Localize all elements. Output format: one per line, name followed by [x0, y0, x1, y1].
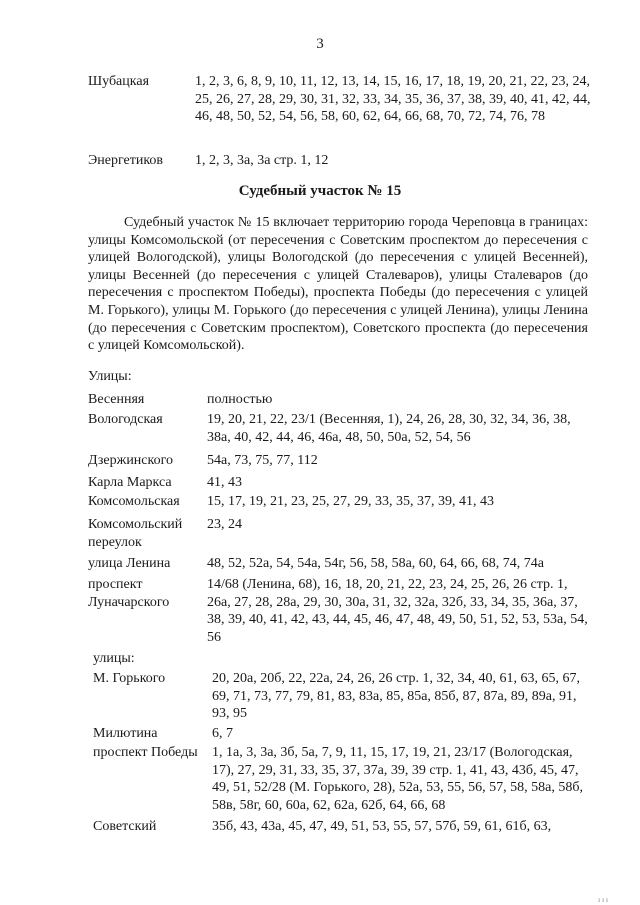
- streets-heading: улицы:: [93, 651, 135, 666]
- house-numbers: 14/68 (Ленина, 68), 16, 18, 20, 21, 22, 23, 24, 25, 26, 26 стр. 1, 26а, 27, 28, 28а, 29, 30, 30а, 31, 32, 32а, 32б, 33, 34, 35, 36а, 37, 38, 39, 40, 41, 42, 43, 44, 45, 46, 47, 48, 49, 50, 51, 52, 53, 53а, 54, 56: [207, 577, 588, 645]
- section-description: [88, 214, 588, 355]
- house-numbers: 54а, 73, 75, 77, 112: [207, 453, 318, 468]
- footer-mark: ɪɪɪ: [598, 896, 610, 904]
- street-name: Милютина: [93, 726, 158, 741]
- street-name: Карла Маркса: [88, 475, 172, 490]
- house-numbers: 23, 24: [207, 517, 242, 532]
- house-numbers: 1, 1а, 3, 3а, 3б, 5а, 7, 9, 11, 15, 17, 19, 21, 23/17 (Вологодская, 17), 27, 29, 31, 33, 35, 37, 37а, 39, 39 стр. 1, 41, 43, 43б, 45, 47, 49, 51, 52/28 (М. Горького, 28), 52а, 53, 55, 56, 57, 58, 58а, 58б, 58в, 58г, 60, 60а, 62, 62а, 62б, 64, 66, 68: [212, 745, 583, 813]
- street-name: М. Горького: [93, 671, 166, 686]
- street-name: Дзержинского: [88, 453, 173, 468]
- street-name: улица Ленина: [88, 556, 171, 571]
- street-name: проспект Победы: [93, 745, 198, 760]
- house-numbers: 48, 52, 52а, 54, 54а, 54г, 56, 58, 58а, 60, 64, 66, 68, 74, 74а: [207, 556, 545, 571]
- house-numbers: 41, 43: [207, 475, 242, 490]
- house-numbers: 1, 2, 3, 6, 8, 9, 10, 11, 12, 13, 14, 15, 16, 17, 18, 19, 20, 21, 22, 23, 24, 25, 26, 27, 28, 29, 30, 31, 32, 33, 34, 35, 36, 37, 38, 39, 40, 41, 42, 44, 46, 48, 50, 52, 54, 56, 58, 60, 62, 64, 66, 68, 70, 72, 74, 76, 78: [195, 74, 591, 124]
- street-name: Комсомольский переулок: [88, 517, 183, 550]
- house-numbers: 35б, 43, 43а, 45, 47, 49, 51, 53, 55, 57, 57б, 59, 61, 61б, 63,: [212, 819, 552, 834]
- house-numbers: 20, 20а, 20б, 22, 22а, 24, 26, 26 стр. 1, 32, 34, 40, 61, 63, 65, 67, 69, 71, 73, 77, 79, 81, 83, 83а, 85, 85а, 85б, 87, 87а, 89, 89а, 91, 93, 95: [212, 671, 581, 721]
- street-name: Комсомольская: [88, 494, 180, 509]
- street-name: Советский: [93, 819, 157, 834]
- house-numbers: 15, 17, 19, 21, 23, 25, 27, 29, 33, 35, 37, 39, 41, 43: [207, 494, 494, 509]
- street-name: Шубацкая: [88, 74, 150, 89]
- house-numbers: 19, 20, 21, 22, 23/1 (Весенняя, 1), 24, 26, 28, 30, 32, 34, 36, 38, 38а, 40, 42, 44, 46, 46а, 48, 50, 50а, 52, 54, 56: [207, 412, 571, 445]
- house-numbers: 6, 7: [212, 726, 233, 741]
- house-numbers: полностью: [207, 392, 273, 407]
- section-title: Судебный участок № 15: [238, 183, 402, 199]
- page-number: 3: [316, 36, 324, 52]
- section-description-text: Судебный участок № 15 включает территорию города Череповца в границах: улицы Комсомольской (от пересечения с Советским проспектом до пересечения с улицей Вологодской), улицы Вологодской (до пересечения с улицей Весенней), улицы Весенней (до пересечения с улицей Сталеваров), улицы Сталеваров (до пересечения с проспектом Победы), проспекта Победы (до пересечения с улицей М. Горького), улицы М. Горького (до пересечения с улицей Ленина), улицы Ленина (до пересечения с Советским проспектом), Советского проспекта (до пересечения с улицей Комсомольской).: [88, 215, 588, 354]
- street-name: Энергетиков: [88, 153, 164, 168]
- streets-heading: Улицы:: [88, 369, 132, 384]
- street-name: проспект Луначарского: [88, 577, 170, 610]
- street-name: Вологодская: [88, 412, 163, 427]
- street-name: Весенняя: [88, 392, 145, 407]
- house-numbers: 1, 2, 3, 3а, 3а стр. 1, 12: [195, 153, 329, 168]
